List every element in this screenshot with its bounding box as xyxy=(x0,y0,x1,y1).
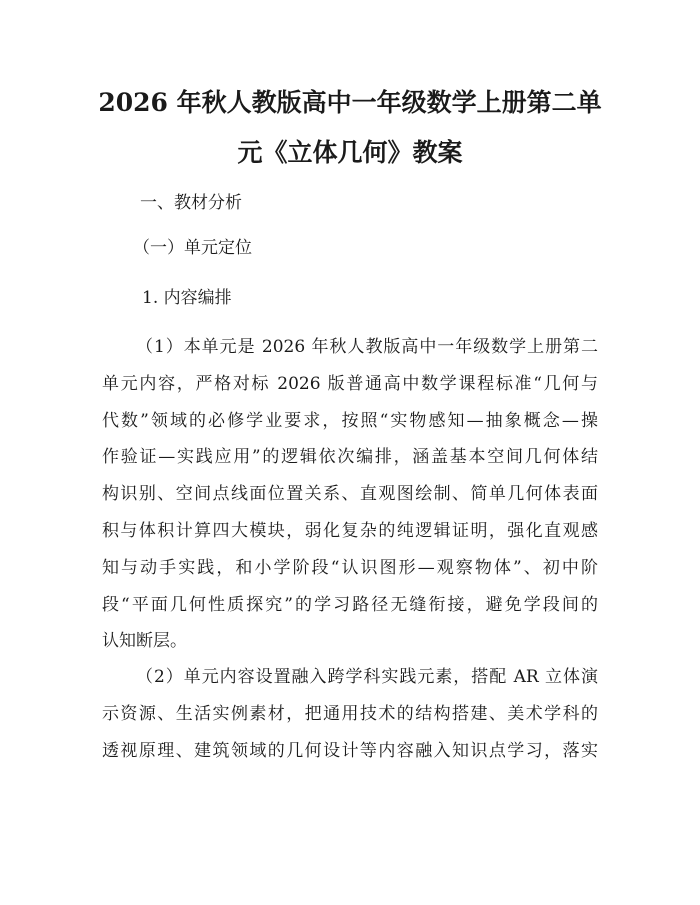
section-heading: 一、教材分析 xyxy=(140,193,242,213)
paragraph-line: 作验证—实践应用”的逻辑依次编排，涵盖基本空间几何体结 xyxy=(102,447,598,468)
subsection-heading: （一）单元定位 xyxy=(133,238,252,258)
paragraph-line: （2）单元内容设置融入跨学科实践元素，搭配 AR 立体演 xyxy=(136,667,598,687)
document-title-line-2: 元《立体几何》教案 xyxy=(237,138,463,167)
paragraph-line: 透视原理、建筑领域的几何设计等内容融入知识点学习，落实 xyxy=(102,740,598,761)
paragraph-line: （1）本单元是 2026 年秋人教版高中一年级数学上册第二 xyxy=(136,337,598,357)
paragraph-1 xyxy=(102,329,598,660)
document-title-line-1: 2026 年秋人教版高中一年级数学上册第二单 xyxy=(98,88,602,117)
paragraph-line: 知与动手实践，和小学阶段“认识图形—观察物体”、初中阶 xyxy=(102,557,598,578)
paragraph-line: 认知断层。 xyxy=(102,631,187,652)
paragraph-line: 单元内容，严格对标 2026 版普通高中数学课程标准“几何与 xyxy=(102,373,598,394)
paragraph-line: 代数”领域的必修学业要求，按照“实物感知—抽象概念—操 xyxy=(102,410,598,431)
paragraph-line: 示资源、生活实例素材，把通用技术的结构搭建、美术学科的 xyxy=(102,703,598,724)
paragraph-line: 积与体积计算四大模块，弱化复杂的纯逻辑证明，强化直观感 xyxy=(102,520,598,541)
paragraph-line: 构识别、空间点线面位置关系、直观图绘制、简单几何体表面 xyxy=(102,484,598,505)
item-heading: 1. 内容编排 xyxy=(142,288,232,308)
paragraph-line: 段“平面几何性质探究”的学习路径无缝衔接，避免学段间的 xyxy=(102,594,598,615)
paragraph-2 xyxy=(102,659,598,769)
